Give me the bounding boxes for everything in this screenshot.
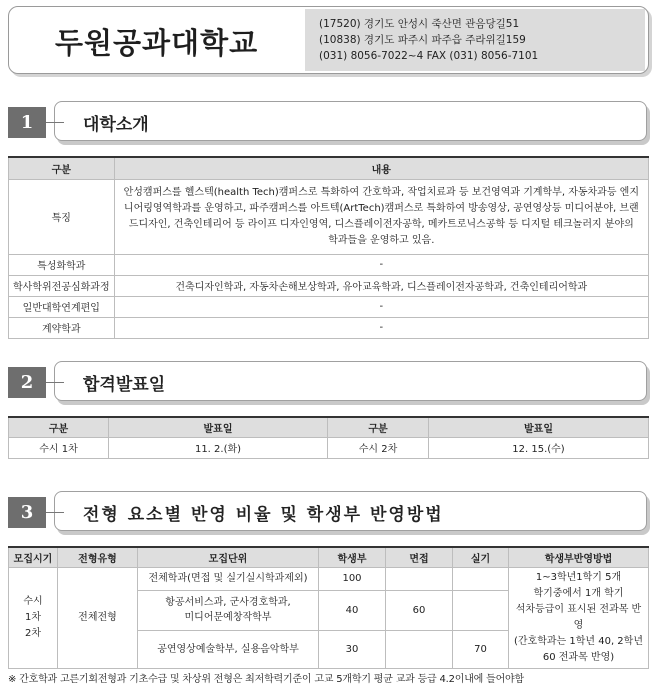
row-content: 안성캠퍼스를 헬스텍(health Tech)캠퍼스로 특화하여 간호학과, 작업치료과 등 보건영역과 기계학부, 자동차과등 엔지니어링영역학과를 운영하고, 파주캠퍼스를 아트텍(ArtTech)캠퍼스로 특화하여 방송영상, 공연영상등 미디어분야, 브랜드디자인, 건축인테리어 등 라이프 디자인영역, 디스플레이전자공학, 메카트로닉스공학 등 디지털 테크놀러지 분야의 학과들을 운영하고 있음.: [114, 179, 648, 254]
contact-info-box: [305, 9, 645, 71]
column-header: 전형유형: [58, 547, 138, 567]
row-content: -: [114, 296, 648, 317]
column-header: 모집단위: [138, 547, 319, 567]
section-number: 2: [8, 367, 46, 398]
column-header: 내용: [114, 157, 648, 179]
school-intro-table: [8, 156, 649, 339]
table-row: [9, 567, 649, 590]
address-anseong: (17520) 경기도 안성시 죽산면 관음당길51: [319, 18, 520, 30]
table-row: [9, 179, 649, 254]
column-header: 구분: [328, 417, 429, 437]
row-label: 특성화학과: [9, 254, 115, 275]
column-header: 학생부: [319, 547, 386, 567]
row-label: 계약학과: [9, 317, 115, 338]
row-label: 학사학위전공심화과정: [9, 275, 115, 296]
column-header: 구분: [9, 417, 109, 437]
section-title-box: [54, 361, 647, 401]
round-label: 수시 2차: [328, 437, 429, 458]
section-title: 전형 요소별 반영 비율 및 학생부 반영방법: [83, 505, 444, 525]
interview-ratio: 60: [386, 590, 453, 630]
section-title-box: [54, 101, 647, 141]
column-header: 구분: [9, 157, 115, 179]
table-row: [9, 317, 649, 338]
row-content: 건축디자인학과, 자동차손해보상학과, 유아교육학과, 디스플레이전자공학과, 건축인테리어학과: [114, 275, 648, 296]
column-header: 모집시기: [9, 547, 58, 567]
connector-line: [46, 382, 64, 383]
school-name: 두원공과대학교: [55, 26, 259, 60]
announcement-date: 12. 15.(수): [429, 437, 649, 458]
section-1-heading: [8, 101, 649, 145]
row-content: -: [114, 317, 648, 338]
round-label: 수시 1차: [9, 437, 109, 458]
section-2-heading: [8, 361, 649, 405]
column-header: 학생부반영방법: [509, 547, 649, 567]
row-label: 특징: [9, 179, 115, 254]
admission-ratio-table: [8, 546, 649, 669]
interview-ratio: [386, 630, 453, 668]
column-header: 발표일: [109, 417, 328, 437]
column-header: 면접: [386, 547, 453, 567]
interview-ratio: [386, 567, 453, 590]
section-title: 대학소개: [83, 115, 149, 135]
section-title: 합격발표일: [83, 375, 166, 395]
column-header: 실기: [453, 547, 509, 567]
phone-fax: (031) 8056-7022~4 FAX (031) 8056-7101: [319, 50, 539, 62]
school-header: [8, 6, 649, 74]
connector-line: [46, 122, 64, 123]
record-ratio: 30: [319, 630, 386, 668]
section-3-heading: [8, 491, 649, 535]
recruit-unit: 공연영상예술학부, 실용음악학부: [138, 630, 319, 668]
column-header: 발표일: [429, 417, 649, 437]
section-number: 3: [8, 497, 46, 528]
row-content: -: [114, 254, 648, 275]
announcement-date: 11. 2.(화): [109, 437, 328, 458]
record-method: 1~3학년1학기 5개 학기중에서 1개 학기 석차등급이 표시된 전과목 반영 (간호학과는 1학년 40, 2학년 60 전과목 반영): [509, 567, 649, 668]
announcement-date-table: [8, 416, 649, 459]
table-row: [9, 254, 649, 275]
table-row: [9, 296, 649, 317]
connector-line: [46, 512, 64, 513]
practical-ratio: 70: [453, 630, 509, 668]
table-row: [9, 437, 649, 458]
recruit-unit: 전체학과(면접 및 실기실시학과제외): [138, 567, 319, 590]
admission-type: 전체전형: [58, 567, 138, 668]
recruit-period: 수시 1차 2차: [9, 567, 58, 668]
section-title-box: [54, 491, 647, 531]
table-row: [9, 275, 649, 296]
section-number: 1: [8, 107, 46, 138]
record-ratio: 100: [319, 567, 386, 590]
practical-ratio: [453, 567, 509, 590]
footnote: ※ 간호학과 고른기회전형과 기초수급 및 차상위 전형은 최저학력기준이 고교 5개학기 평균 교과 등급 4.2이내에 들어야함: [8, 674, 524, 685]
practical-ratio: [453, 590, 509, 630]
row-label: 일반대학연계편입: [9, 296, 115, 317]
record-ratio: 40: [319, 590, 386, 630]
address-paju: (10838) 경기도 파주시 파주읍 주라위길159: [319, 34, 526, 46]
recruit-unit: 항공서비스과, 군사경호학과, 미디어문예창작학부: [138, 590, 319, 630]
